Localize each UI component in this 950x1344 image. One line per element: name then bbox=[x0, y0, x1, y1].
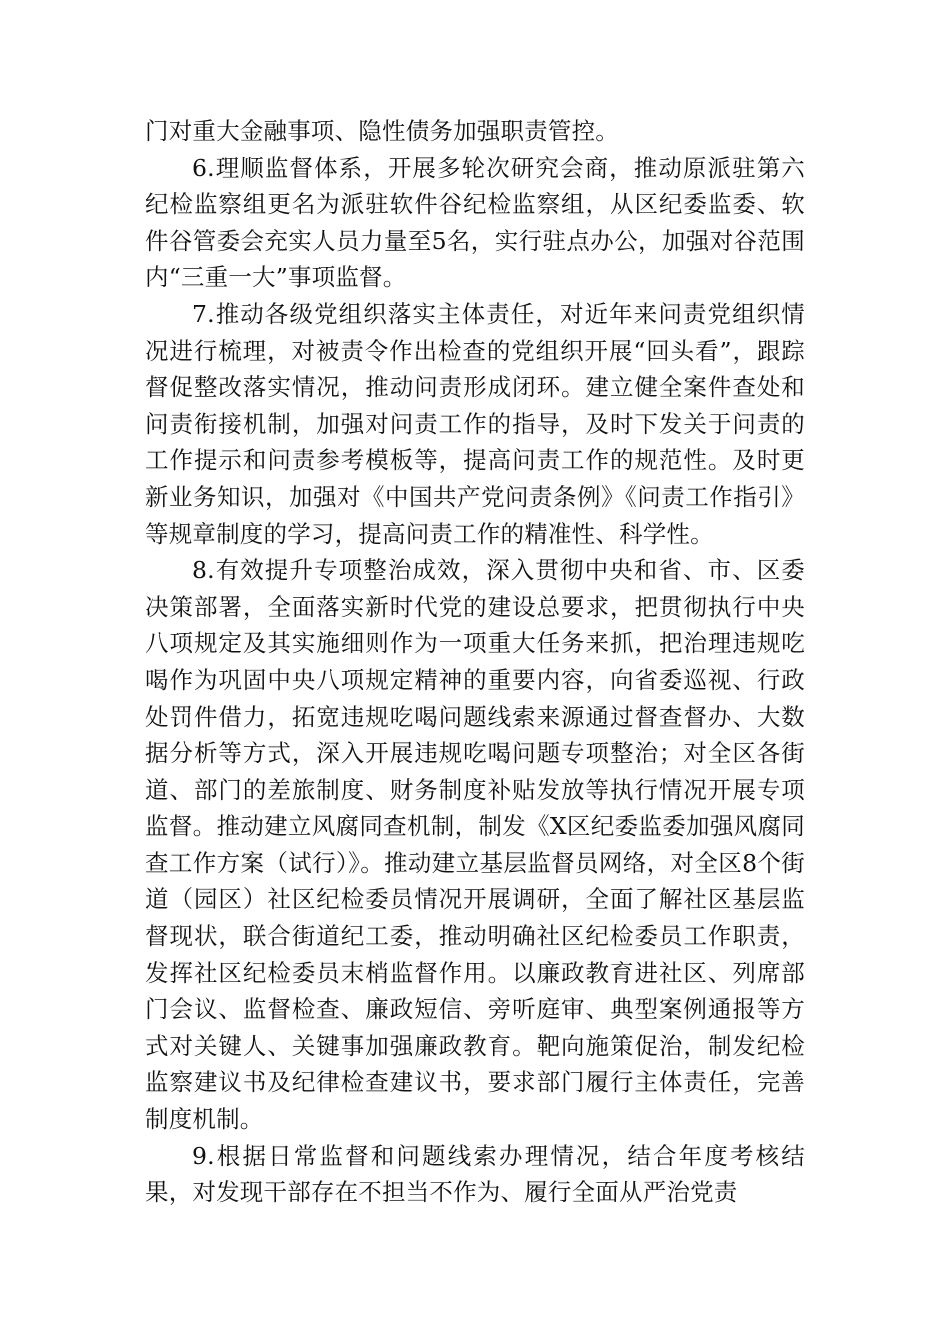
paragraph-1: 门对重大金融事项、隐性债务加强职责管控。 bbox=[145, 117, 619, 145]
paragraph-2: 6.理顺监督体系，开展多轮次研究会商，推动原派驻第六纪检监察组更名为派驻软件谷纪检监察组，从区纪委监委、软件谷管委会充实人员力量至5名，实行驻点办公，加强对谷范围内“三重一大”事项监督。 bbox=[145, 153, 805, 292]
document-body bbox=[145, 113, 805, 1211]
paragraph-5: 9.根据日常监督和问题线索办理情况，结合年度考核结果，对发现干部存在不担当不作为、履行全面从严治党责 bbox=[145, 1141, 805, 1207]
paragraph-3: 7.推动各级党组织落实主体责任，对近年来问责党组织情况进行梳理，对被责令作出检查的党组织开展“回头看”，跟踪督促整改落实情况，推动问责形成闭环。建立健全案件查处和问责衔接机制，加强对问责工作的指导，及时下发关于问责的工作提示和问责参考模板等，提高问责工作的规范性。及时更新业务知识，加强对《中国共产党问责条例》《问责工作指引》等规章制度的学习，提高问责工作的精准性、科学性。 bbox=[145, 299, 805, 548]
paragraph-4: 8.有效提升专项整治成效，深入贯彻中央和省、市、区委决策部署，全面落实新时代党的建设总要求，把贯彻执行中央八项规定及其实施细则作为一项重大任务来抓，把治理违规吃喝作为巩固中央八项规定精神的重要内容，向省委巡视、行政处罚件借力，拓宽违规吃喝问题线索来源通过督查督办、大数据分析等方式，深入开展违规吃喝问题专项整治；对全区各街道、部门的差旅制度、财务制度补贴发放等执行情况开展专项监督。推动建立风腐同查机制，制发《X区纪委监委加强风腐同查工作方案（试行）》。推动建立基层监督员网络，对全区8个街道（园区）社区纪检委员情况开展调研，全面了解社区基层监督现状，联合街道纪工委，推动明确社区纪检委员工作职责，发挥社区纪检委员末梢监督作用。以廉政教育进社区、列席部门会议、监督检查、廉政短信、旁听庭审、典型案例通报等方式对关键人、关键事加强廉政教育。靶向施策促治，制发纪检监察建议书及纪律检查建议书，要求部门履行主体责任，完善制度机制。 bbox=[145, 556, 805, 1134]
